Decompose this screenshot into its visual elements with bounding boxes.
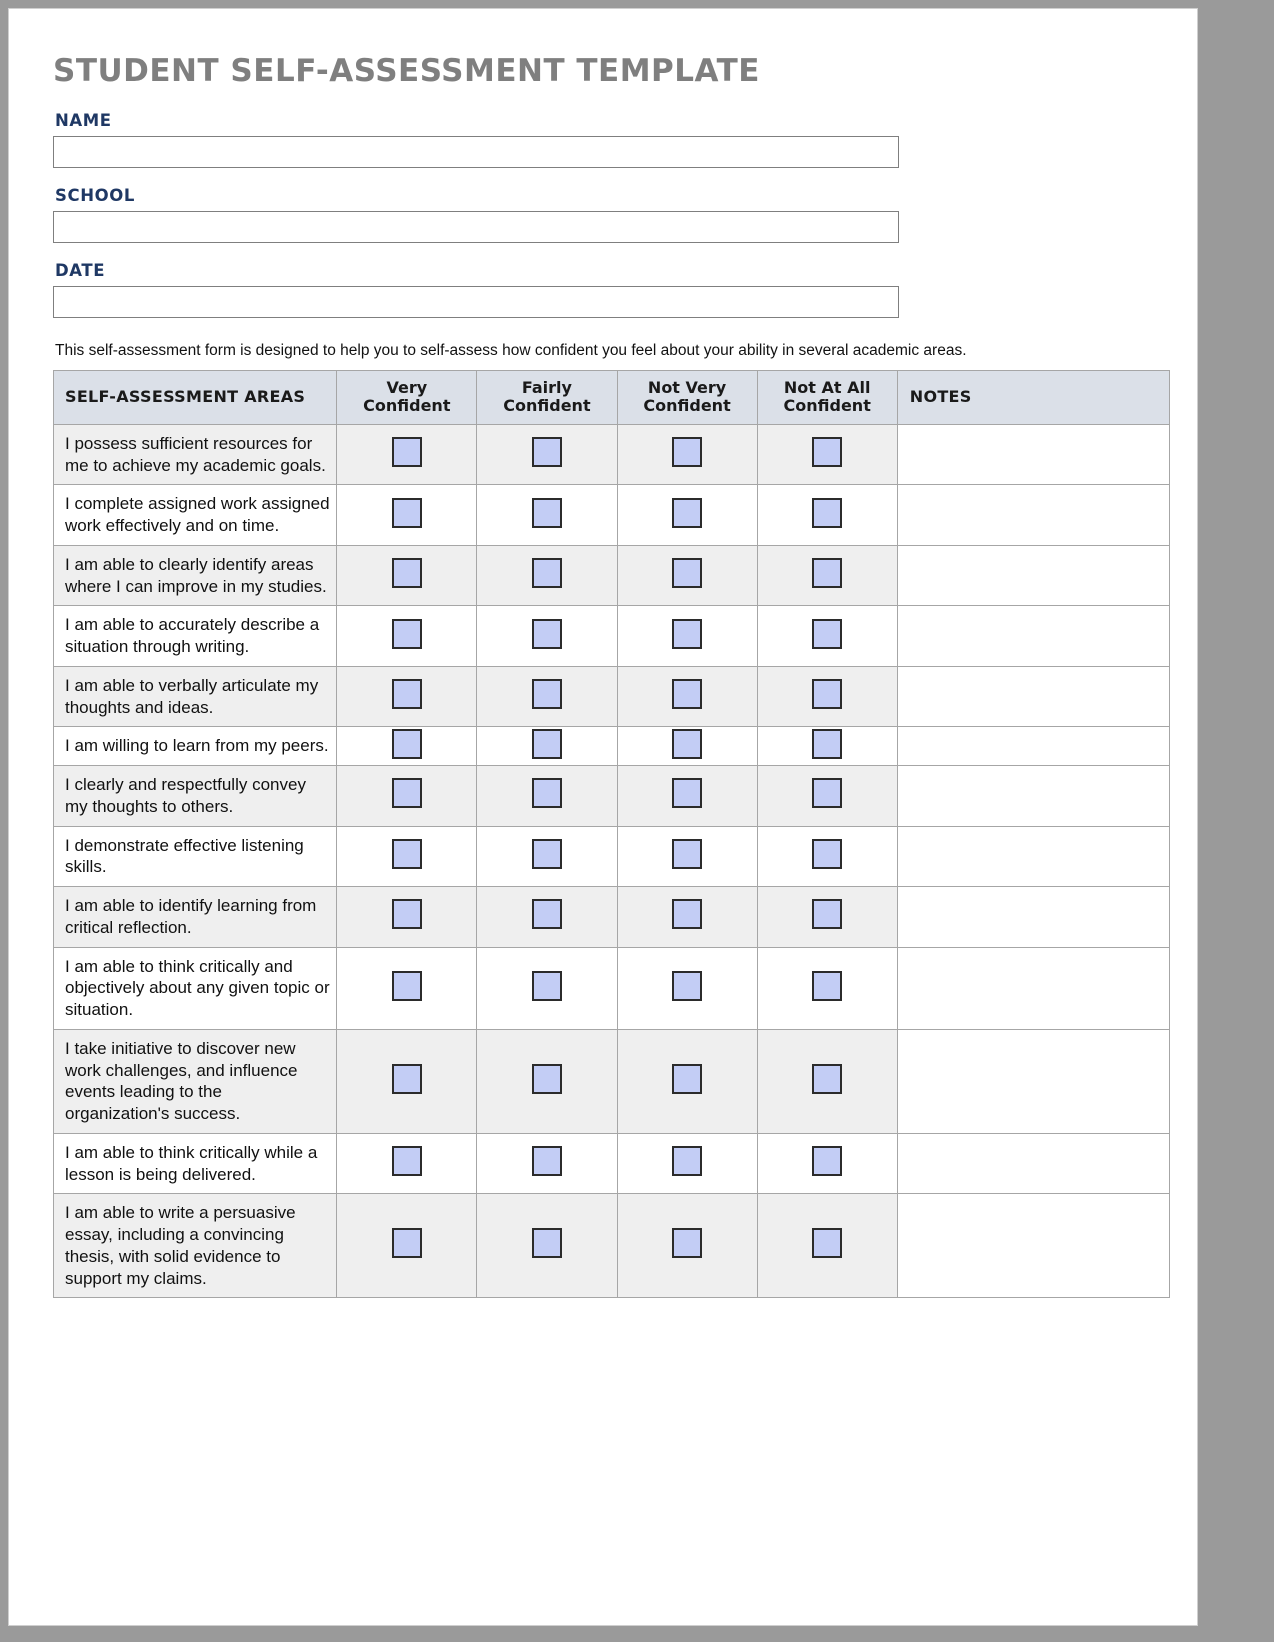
- checkbox-fairly-confident[interactable]: [532, 839, 562, 869]
- checkbox-fairly-confident[interactable]: [532, 778, 562, 808]
- table-row: [54, 424, 1170, 485]
- notes-cell[interactable]: [897, 606, 1169, 667]
- checkbox-fairly-confident[interactable]: [532, 1228, 562, 1258]
- checkbox-fairly-confident[interactable]: [532, 1064, 562, 1094]
- checkbox-not-at-all-confident-cell[interactable]: [757, 424, 897, 485]
- document-page: [8, 8, 1198, 1626]
- checkbox-not-at-all-confident[interactable]: [812, 619, 842, 649]
- table-row: [54, 947, 1170, 1029]
- checkbox-not-very-confident[interactable]: [672, 1228, 702, 1258]
- assessment-area-text: I am able to clearly identify areas where I can improve in my studies.: [54, 545, 337, 606]
- table-row: [54, 766, 1170, 827]
- notes-cell[interactable]: [897, 1194, 1169, 1298]
- assessment-area-text: I take initiative to discover new work challenges, and influence events leading to the organization's success.: [54, 1029, 337, 1133]
- checkbox-not-very-confident-cell[interactable]: [617, 545, 757, 606]
- checkbox-not-at-all-confident[interactable]: [812, 679, 842, 709]
- checkbox-fairly-confident-cell[interactable]: [477, 1194, 617, 1298]
- checkbox-not-very-confident-cell[interactable]: [617, 1029, 757, 1133]
- checkbox-fairly-confident[interactable]: [532, 679, 562, 709]
- checkbox-not-at-all-confident-cell[interactable]: [757, 887, 897, 948]
- checkbox-very-confident[interactable]: [392, 778, 422, 808]
- assessment-area-text: I am able to think critically while a lesson is being delivered.: [54, 1133, 337, 1194]
- assessment-area-text: I demonstrate effective listening skills.: [54, 826, 337, 887]
- checkbox-not-very-confident[interactable]: [672, 1146, 702, 1176]
- checkbox-not-very-confident[interactable]: [672, 679, 702, 709]
- checkbox-not-very-confident[interactable]: [672, 778, 702, 808]
- checkbox-fairly-confident[interactable]: [532, 619, 562, 649]
- assessment-area-text: I clearly and respectfully convey my thoughts to others.: [54, 766, 337, 827]
- checkbox-fairly-confident[interactable]: [532, 1146, 562, 1176]
- checkbox-not-very-confident-cell[interactable]: [617, 485, 757, 546]
- checkbox-fairly-confident[interactable]: [532, 971, 562, 1001]
- checkbox-not-at-all-confident[interactable]: [812, 558, 842, 588]
- checkbox-fairly-confident[interactable]: [532, 498, 562, 528]
- header-very-confident: Very Confident: [337, 371, 477, 425]
- checkbox-not-very-confident[interactable]: [672, 971, 702, 1001]
- table-row: [54, 666, 1170, 727]
- checkbox-fairly-confident-cell[interactable]: [477, 1029, 617, 1133]
- table-row: [54, 485, 1170, 546]
- table-row: [54, 826, 1170, 887]
- notes-cell[interactable]: [897, 727, 1169, 766]
- checkbox-not-at-all-confident-cell[interactable]: [757, 666, 897, 727]
- checkbox-very-confident[interactable]: [392, 498, 422, 528]
- checkbox-very-confident-cell[interactable]: [337, 887, 477, 948]
- document-body: [9, 9, 1197, 1298]
- header-notes: NOTES: [897, 371, 1169, 425]
- checkbox-not-at-all-confident-cell[interactable]: [757, 947, 897, 1029]
- checkbox-not-very-confident[interactable]: [672, 619, 702, 649]
- checkbox-not-at-all-confident-cell[interactable]: [757, 485, 897, 546]
- checkbox-not-very-confident-cell[interactable]: [617, 947, 757, 1029]
- checkbox-fairly-confident-cell[interactable]: [477, 826, 617, 887]
- checkbox-very-confident[interactable]: [392, 971, 422, 1001]
- checkbox-very-confident-cell[interactable]: [337, 424, 477, 485]
- checkbox-not-very-confident[interactable]: [672, 729, 702, 759]
- date-field-group: [53, 261, 1167, 336]
- checkbox-not-very-confident[interactable]: [672, 839, 702, 869]
- notes-cell[interactable]: [897, 485, 1169, 546]
- checkbox-not-at-all-confident-cell[interactable]: [757, 1133, 897, 1194]
- checkbox-fairly-confident[interactable]: [532, 558, 562, 588]
- checkbox-very-confident[interactable]: [392, 558, 422, 588]
- table-row: [54, 545, 1170, 606]
- checkbox-not-at-all-confident[interactable]: [812, 1228, 842, 1258]
- checkbox-not-very-confident-cell[interactable]: [617, 1194, 757, 1298]
- self-assessment-table: [53, 370, 1170, 1298]
- school-label: SCHOOL: [55, 186, 135, 205]
- checkbox-very-confident-cell[interactable]: [337, 666, 477, 727]
- checkbox-fairly-confident-cell[interactable]: [477, 666, 617, 727]
- table-row: [54, 1029, 1170, 1133]
- checkbox-not-very-confident-cell[interactable]: [617, 1133, 757, 1194]
- name-label: NAME: [55, 111, 112, 130]
- name-field-group: [53, 111, 1167, 186]
- checkbox-very-confident-cell[interactable]: [337, 1133, 477, 1194]
- checkbox-not-at-all-confident-cell[interactable]: [757, 545, 897, 606]
- checkbox-not-very-confident[interactable]: [672, 899, 702, 929]
- checkbox-fairly-confident-cell[interactable]: [477, 727, 617, 766]
- table-body: [54, 424, 1170, 1298]
- checkbox-very-confident[interactable]: [392, 839, 422, 869]
- checkbox-not-at-all-confident-cell[interactable]: [757, 727, 897, 766]
- checkbox-fairly-confident-cell[interactable]: [477, 1133, 617, 1194]
- checkbox-very-confident-cell[interactable]: [337, 485, 477, 546]
- checkbox-very-confident[interactable]: [392, 679, 422, 709]
- checkbox-fairly-confident-cell[interactable]: [477, 606, 617, 667]
- assessment-area-text: I am able to write a persuasive essay, including a convincing thesis, with solid evidence to support my claims.: [54, 1194, 337, 1298]
- checkbox-very-confident[interactable]: [392, 619, 422, 649]
- checkbox-very-confident[interactable]: [392, 437, 422, 467]
- assessment-area-text: I am willing to learn from my peers.: [54, 727, 337, 766]
- header-not-at-all-confident: Not At All Confident: [757, 371, 897, 425]
- date-label: DATE: [55, 261, 106, 280]
- assessment-area-text: I possess sufficient resources for me to achieve my academic goals.: [54, 424, 337, 485]
- table-row: [54, 1133, 1170, 1194]
- checkbox-not-at-all-confident[interactable]: [812, 839, 842, 869]
- table-row: [54, 1194, 1170, 1298]
- checkbox-not-at-all-confident-cell[interactable]: [757, 826, 897, 887]
- intro-text: This self-assessment form is designed to help you to self-assess how confident you feel about your ability in several academic areas.: [55, 342, 967, 359]
- checkbox-not-at-all-confident-cell[interactable]: [757, 766, 897, 827]
- checkbox-not-very-confident[interactable]: [672, 558, 702, 588]
- checkbox-not-very-confident-cell[interactable]: [617, 826, 757, 887]
- checkbox-very-confident-cell[interactable]: [337, 606, 477, 667]
- checkbox-very-confident-cell[interactable]: [337, 1194, 477, 1298]
- checkbox-fairly-confident[interactable]: [532, 899, 562, 929]
- checkbox-fairly-confident-cell[interactable]: [477, 485, 617, 546]
- checkbox-not-at-all-confident-cell[interactable]: [757, 606, 897, 667]
- checkbox-very-confident[interactable]: [392, 1064, 422, 1094]
- checkbox-fairly-confident-cell[interactable]: [477, 947, 617, 1029]
- checkbox-not-very-confident-cell[interactable]: [617, 766, 757, 827]
- checkbox-very-confident[interactable]: [392, 1228, 422, 1258]
- notes-cell[interactable]: [897, 1029, 1169, 1133]
- checkbox-fairly-confident[interactable]: [532, 729, 562, 759]
- checkbox-not-very-confident[interactable]: [672, 1064, 702, 1094]
- checkbox-not-at-all-confident-cell[interactable]: [757, 1029, 897, 1133]
- checkbox-very-confident-cell[interactable]: [337, 766, 477, 827]
- checkbox-not-very-confident[interactable]: [672, 498, 702, 528]
- checkbox-not-very-confident-cell[interactable]: [617, 666, 757, 727]
- checkbox-not-at-all-confident[interactable]: [812, 437, 842, 467]
- checkbox-not-at-all-confident[interactable]: [812, 1146, 842, 1176]
- assessment-area-text: I am able to identify learning from critical reflection.: [54, 887, 337, 948]
- checkbox-not-very-confident-cell[interactable]: [617, 887, 757, 948]
- notes-cell[interactable]: [897, 545, 1169, 606]
- checkbox-not-very-confident[interactable]: [672, 437, 702, 467]
- header-fairly-confident: Fairly Confident: [477, 371, 617, 425]
- notes-cell[interactable]: [897, 826, 1169, 887]
- checkbox-not-at-all-confident[interactable]: [812, 971, 842, 1001]
- page-title: STUDENT SELF-ASSESSMENT TEMPLATE: [53, 53, 760, 89]
- checkbox-fairly-confident-cell[interactable]: [477, 887, 617, 948]
- checkbox-fairly-confident-cell[interactable]: [477, 766, 617, 827]
- checkbox-very-confident-cell[interactable]: [337, 727, 477, 766]
- header-not-very-confident: Not Very Confident: [617, 371, 757, 425]
- notes-cell[interactable]: [897, 424, 1169, 485]
- checkbox-very-confident[interactable]: [392, 729, 422, 759]
- school-input[interactable]: [53, 211, 899, 243]
- checkbox-fairly-confident-cell[interactable]: [477, 545, 617, 606]
- table-row: [54, 727, 1170, 766]
- checkbox-not-very-confident-cell[interactable]: [617, 727, 757, 766]
- checkbox-not-at-all-confident[interactable]: [812, 729, 842, 759]
- checkbox-not-at-all-confident[interactable]: [812, 778, 842, 808]
- checkbox-not-very-confident-cell[interactable]: [617, 606, 757, 667]
- checkbox-not-very-confident-cell[interactable]: [617, 424, 757, 485]
- assessment-area-text: I am able to accurately describe a situation through writing.: [54, 606, 337, 667]
- checkbox-fairly-confident-cell[interactable]: [477, 424, 617, 485]
- table-row: [54, 606, 1170, 667]
- table-row: [54, 887, 1170, 948]
- notes-cell[interactable]: [897, 766, 1169, 827]
- checkbox-very-confident[interactable]: [392, 1146, 422, 1176]
- notes-cell[interactable]: [897, 947, 1169, 1029]
- checkbox-not-at-all-confident[interactable]: [812, 899, 842, 929]
- school-field-group: [53, 186, 1167, 261]
- checkbox-not-at-all-confident[interactable]: [812, 1064, 842, 1094]
- checkbox-very-confident-cell[interactable]: [337, 545, 477, 606]
- assessment-area-text: I am able to think critically and objectively about any given topic or situation.: [54, 947, 337, 1029]
- checkbox-very-confident-cell[interactable]: [337, 947, 477, 1029]
- name-input[interactable]: [53, 136, 899, 168]
- checkbox-very-confident[interactable]: [392, 899, 422, 929]
- checkbox-fairly-confident[interactable]: [532, 437, 562, 467]
- checkbox-not-at-all-confident-cell[interactable]: [757, 1194, 897, 1298]
- date-input[interactable]: [53, 286, 899, 318]
- notes-cell[interactable]: [897, 887, 1169, 948]
- table-header-row: [54, 371, 1170, 425]
- header-areas: SELF-ASSESSMENT AREAS: [54, 371, 337, 425]
- checkbox-very-confident-cell[interactable]: [337, 826, 477, 887]
- checkbox-not-at-all-confident[interactable]: [812, 498, 842, 528]
- assessment-area-text: I am able to verbally articulate my thoughts and ideas.: [54, 666, 337, 727]
- checkbox-very-confident-cell[interactable]: [337, 1029, 477, 1133]
- notes-cell[interactable]: [897, 1133, 1169, 1194]
- notes-cell[interactable]: [897, 666, 1169, 727]
- assessment-area-text: I complete assigned work assigned work effectively and on time.: [54, 485, 337, 546]
